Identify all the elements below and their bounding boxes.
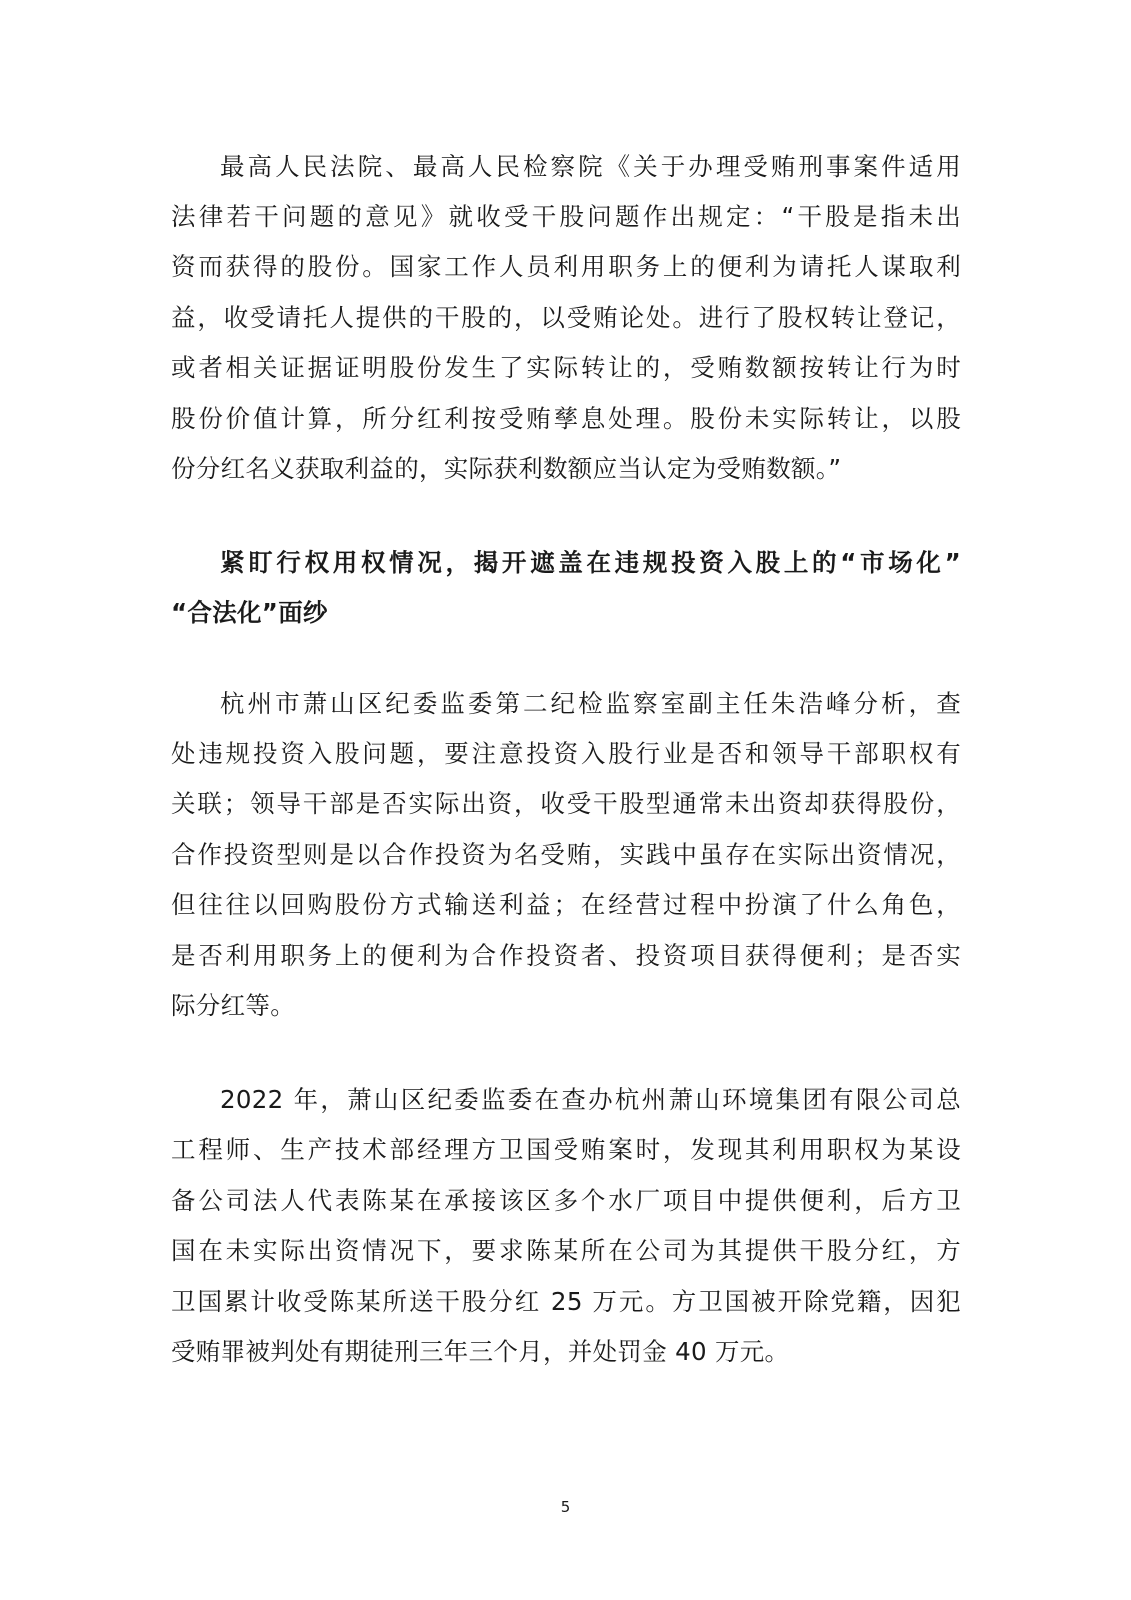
text-line: 受贿罪被判处有期徒刑三年三个月，并处罚金 40 万元。: [171, 1337, 790, 1366]
text-line: 杭州市萧山区纪委监委第二纪检监察室副主任朱浩峰分析，查: [220, 689, 961, 718]
text-line: 工程师、生产技术部经理方卫国受贿案时，发现其利用职权为某设: [171, 1135, 961, 1164]
text-line: 最高人民法院、最高人民检察院《关于办理受贿刑事案件适用: [220, 152, 961, 181]
text-line: 益，收受请托人提供的干股的，以受贿论处。进行了股权转让登记，: [171, 303, 961, 332]
heading-line: 紧盯行权用权情况，揭开遮盖在违规投资入股上的“市场化”: [220, 548, 961, 577]
text-line: 份分红名义获取利益的，实际获利数额应当认定为受贿数额。”: [171, 454, 842, 483]
text-line: 际分红等。: [171, 991, 295, 1020]
text-line: 股份价值计算，所分红利按受贿孳息处理。股份未实际转让，以股: [171, 404, 961, 433]
text-line: 是否利用职务上的便利为合作投资者、投资项目获得便利；是否实: [171, 941, 961, 970]
text-line: 资而获得的股份。国家工作人员利用职务上的便利为请托人谋取利: [171, 252, 961, 281]
text-line: 或者相关证据证明股份发生了实际转让的，受贿数额按转让行为时: [171, 353, 961, 382]
page-number: 5: [560, 1498, 571, 1516]
text-line: 2022 年，萧山区纪委监委在查办杭州萧山环境集团有限公司总: [220, 1085, 961, 1114]
text-line: 合作投资型则是以合作投资为名受贿，实践中虽存在实际出资情况，: [171, 840, 961, 869]
text-line: 国在未实际出资情况下，要求陈某所在公司为其提供干股分红，方: [171, 1236, 961, 1265]
text-line: 处违规投资入股问题，要注意投资入股行业是否和领导干部职权有: [171, 739, 961, 768]
text-line: 但往往以回购股份方式输送利益；在经营过程中扮演了什么角色，: [171, 890, 961, 919]
text-line: 卫国累计收受陈某所送干股分红 25 万元。方卫国被开除党籍，因犯: [171, 1287, 961, 1316]
text-line: 关联；领导干部是否实际出资，收受干股型通常未出资却获得股份，: [171, 789, 961, 818]
text-line: 备公司法人代表陈某在承接该区多个水厂项目中提供便利，后方卫: [171, 1186, 961, 1215]
heading-line: “合法化”面纱: [171, 598, 328, 627]
text-line: 法律若干问题的意见》就收受干股问题作出规定：“干股是指未出: [171, 202, 961, 231]
